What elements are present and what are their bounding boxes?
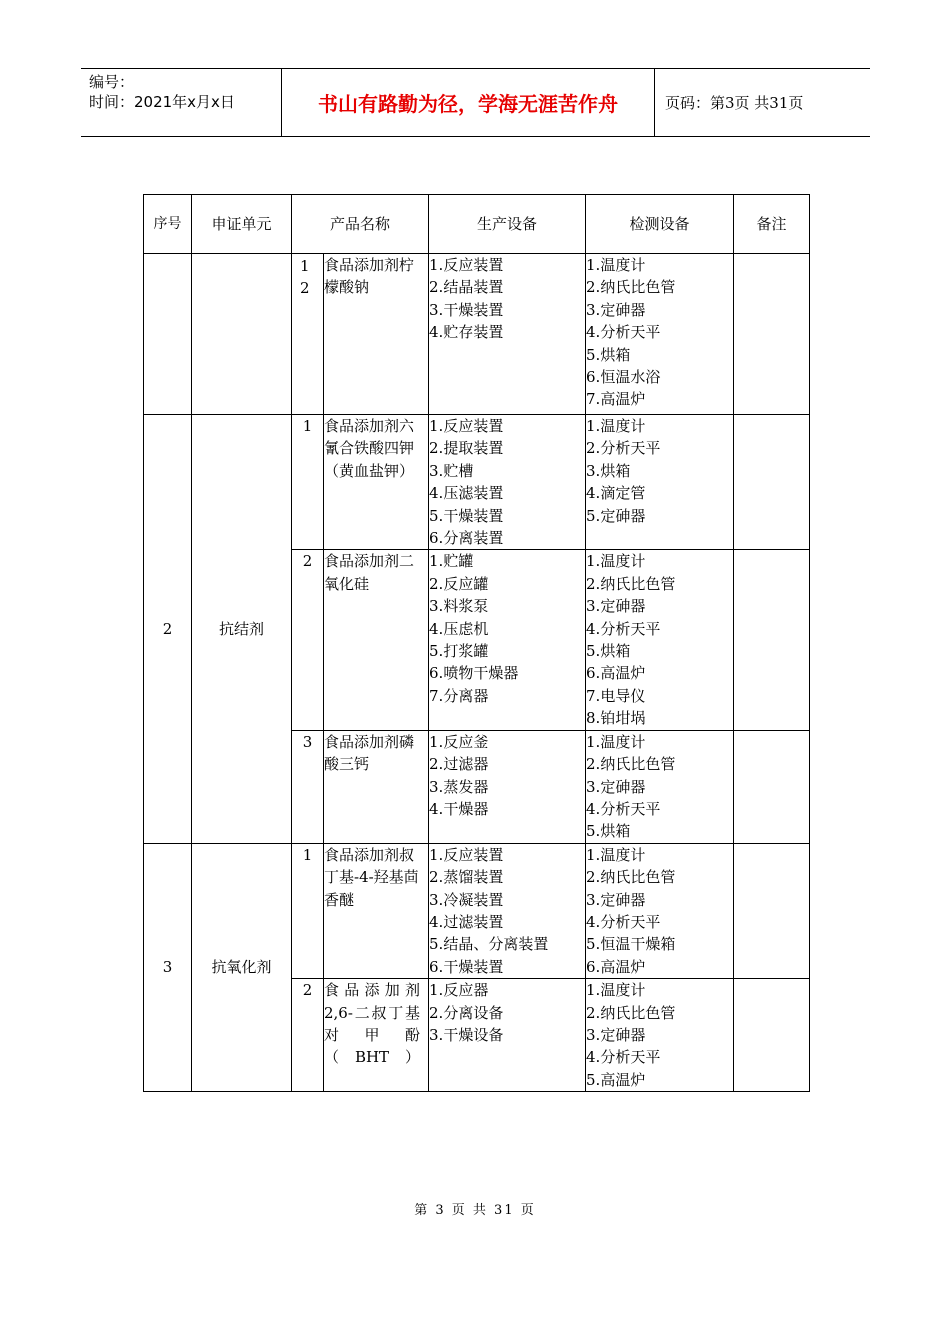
production-equipment-list [429,254,586,415]
equipment-item: 4.分析天平 [586,1048,661,1067]
table-row [144,843,810,978]
header-notes: 备注 [734,195,810,254]
header-seq: 序号 [144,195,192,254]
product-name: 食品添加剂柠檬酸钠 [324,254,429,415]
notes-cell [734,843,810,978]
header-production-equipment: 生产设备 [429,195,586,254]
equipment-item: 3.干燥装置 [429,300,504,319]
equipment-item: 3.定砷器 [586,1025,646,1044]
equipment-item: 1.温度计 [586,732,646,751]
equipment-item: 6.高温炉 [586,957,646,976]
equipment-item: 1.温度计 [586,981,646,1000]
equipment-item: 4.过滤装置 [429,912,504,931]
product-index: 2 [292,550,324,730]
production-equipment-list [429,550,586,730]
equipment-item: 6.干燥装置 [429,957,504,976]
equipment-item: 2.纳氏比色管 [586,574,676,593]
testing-equipment-list [586,730,734,843]
equipment-item: 2.纳氏比色管 [586,1003,676,1022]
product-name: 食品添加剂2,6-二叔丁基对甲酚（BHT） [324,979,429,1092]
production-equipment-list [429,730,586,843]
table-row [144,254,810,415]
equipment-item: 7.电导仪 [586,686,646,705]
equipment-item: 5.定砷器 [586,506,646,525]
production-equipment-list [429,843,586,978]
header-testing-equipment: 检测设备 [586,195,734,254]
equipment-item: 7.高温炉 [586,390,646,409]
equipment-item: 4.分析天平 [586,912,661,931]
equipment-item: 5.高温炉 [586,1070,646,1089]
equipment-item: 2.分析天平 [586,439,661,458]
equipment-item: 5.恒温干燥箱 [586,935,676,954]
equipment-item: 4.压滤装置 [429,484,504,503]
equipment-item: 4.贮存装置 [429,323,504,342]
equipment-item: 3.烘箱 [586,461,631,480]
equipment-item: 2.过滤器 [429,755,489,774]
unit-cell [192,254,292,415]
product-index: 12 [292,254,324,415]
equipment-item: 2.蒸馏装置 [429,868,504,887]
unit-cell: 抗氧化剂 [192,843,292,1091]
seq-cell: 2 [144,415,192,844]
number-label: 编号： [89,73,135,91]
equipment-item: 4.分析天平 [586,799,661,818]
notes-cell [734,415,810,550]
testing-equipment-list [586,979,734,1092]
equipment-item: 3.料浆泵 [429,597,489,616]
header-product-name: 产品名称 [292,195,429,254]
equipment-item: 6.恒温水浴 [586,368,661,387]
equipment-table [143,194,810,1092]
header-slogan: 书山有路勤为径，学海无涯苦作舟 [282,69,655,136]
page-footer: 第 3 页 共 31 页 [414,1203,536,1218]
equipment-item: 5.结晶、分离装置 [429,935,549,954]
equipment-item: 2.纳氏比色管 [586,278,676,297]
testing-equipment-list [586,254,734,415]
equipment-item: 3.冷凝装置 [429,890,504,909]
notes-cell [734,730,810,843]
equipment-item: 2.反应罐 [429,574,489,593]
equipment-item: 4.干燥器 [429,799,489,818]
product-index: 1 [292,843,324,978]
equipment-item: 3.蒸发器 [429,777,489,796]
production-equipment-list [429,979,586,1092]
equipment-item: 3.定砷器 [586,300,646,319]
equipment-item: 2.结晶装置 [429,278,504,297]
seq-cell [144,254,192,415]
equipment-item: 2.分离设备 [429,1003,504,1022]
equipment-item: 3.干燥设备 [429,1025,504,1044]
equipment-item: 6.高温炉 [586,664,646,683]
equipment-item: 8.铂坩埚 [586,709,646,728]
testing-equipment-list [586,415,734,550]
equipment-item: 2.提取装置 [429,439,504,458]
equipment-item: 6.喷物干燥器 [429,664,519,683]
testing-equipment-list [586,550,734,730]
notes-cell [734,979,810,1092]
equipment-item: 5.干燥装置 [429,506,504,525]
product-name: 食品添加剂六氰合铁酸四钾（黄血盐钾） [324,415,429,550]
equipment-item: 1.温度计 [586,845,646,864]
table-header-row [144,195,810,254]
equipment-item: 4.分析天平 [586,323,661,342]
equipment-item: 5.打浆罐 [429,642,489,661]
equipment-item: 5.烘箱 [586,345,631,364]
equipment-item: 3.定砷器 [586,890,646,909]
equipment-item: 5.烘箱 [586,822,631,841]
equipment-item: 6.分离装置 [429,529,504,548]
header-page-info: 页码：第3页 共31页 [665,94,804,112]
equipment-item: 1.反应釜 [429,732,489,751]
unit-cell: 抗结剂 [192,415,292,844]
equipment-item: 2.纳氏比色管 [586,868,676,887]
notes-cell [734,550,810,730]
equipment-item: 1.反应装置 [429,845,504,864]
production-equipment-list [429,415,586,550]
testing-equipment-list [586,843,734,978]
equipment-item: 1.温度计 [586,256,646,274]
equipment-item: 3.贮槽 [429,461,474,480]
equipment-item: 1.反应器 [429,981,489,1000]
equipment-item: 1.温度计 [586,417,646,435]
equipment-item: 1.温度计 [586,552,646,571]
header-unit: 申证单元 [192,195,292,254]
equipment-item: 7.分离器 [429,686,489,705]
product-index: 1 [292,415,324,550]
equipment-item: 4.分析天平 [586,619,661,638]
product-index: 2 [292,979,324,1092]
document-header [81,68,870,137]
product-index: 3 [292,730,324,843]
equipment-item: 1.反应装置 [429,256,504,274]
seq-cell: 3 [144,843,192,1091]
table-row [144,415,810,550]
equipment-item: 4.滴定管 [586,484,646,503]
equipment-item: 4.压虑机 [429,619,489,638]
equipment-item: 1.贮罐 [429,552,474,571]
equipment-item: 1.反应装置 [429,417,504,435]
product-name: 食品添加剂叔丁基-4-羟基茴香醚 [324,843,429,978]
product-name: 食品添加剂二氧化硅 [324,550,429,730]
equipment-item: 2.纳氏比色管 [586,755,676,774]
time-label: 时间：2021年x月x日 [89,93,235,111]
notes-cell [734,254,810,415]
equipment-item: 3.定砷器 [586,597,646,616]
header-meta [81,69,282,136]
equipment-item: 3.定砷器 [586,777,646,796]
equipment-item: 5.烘箱 [586,642,631,661]
product-name: 食品添加剂磷酸三钙 [324,730,429,843]
